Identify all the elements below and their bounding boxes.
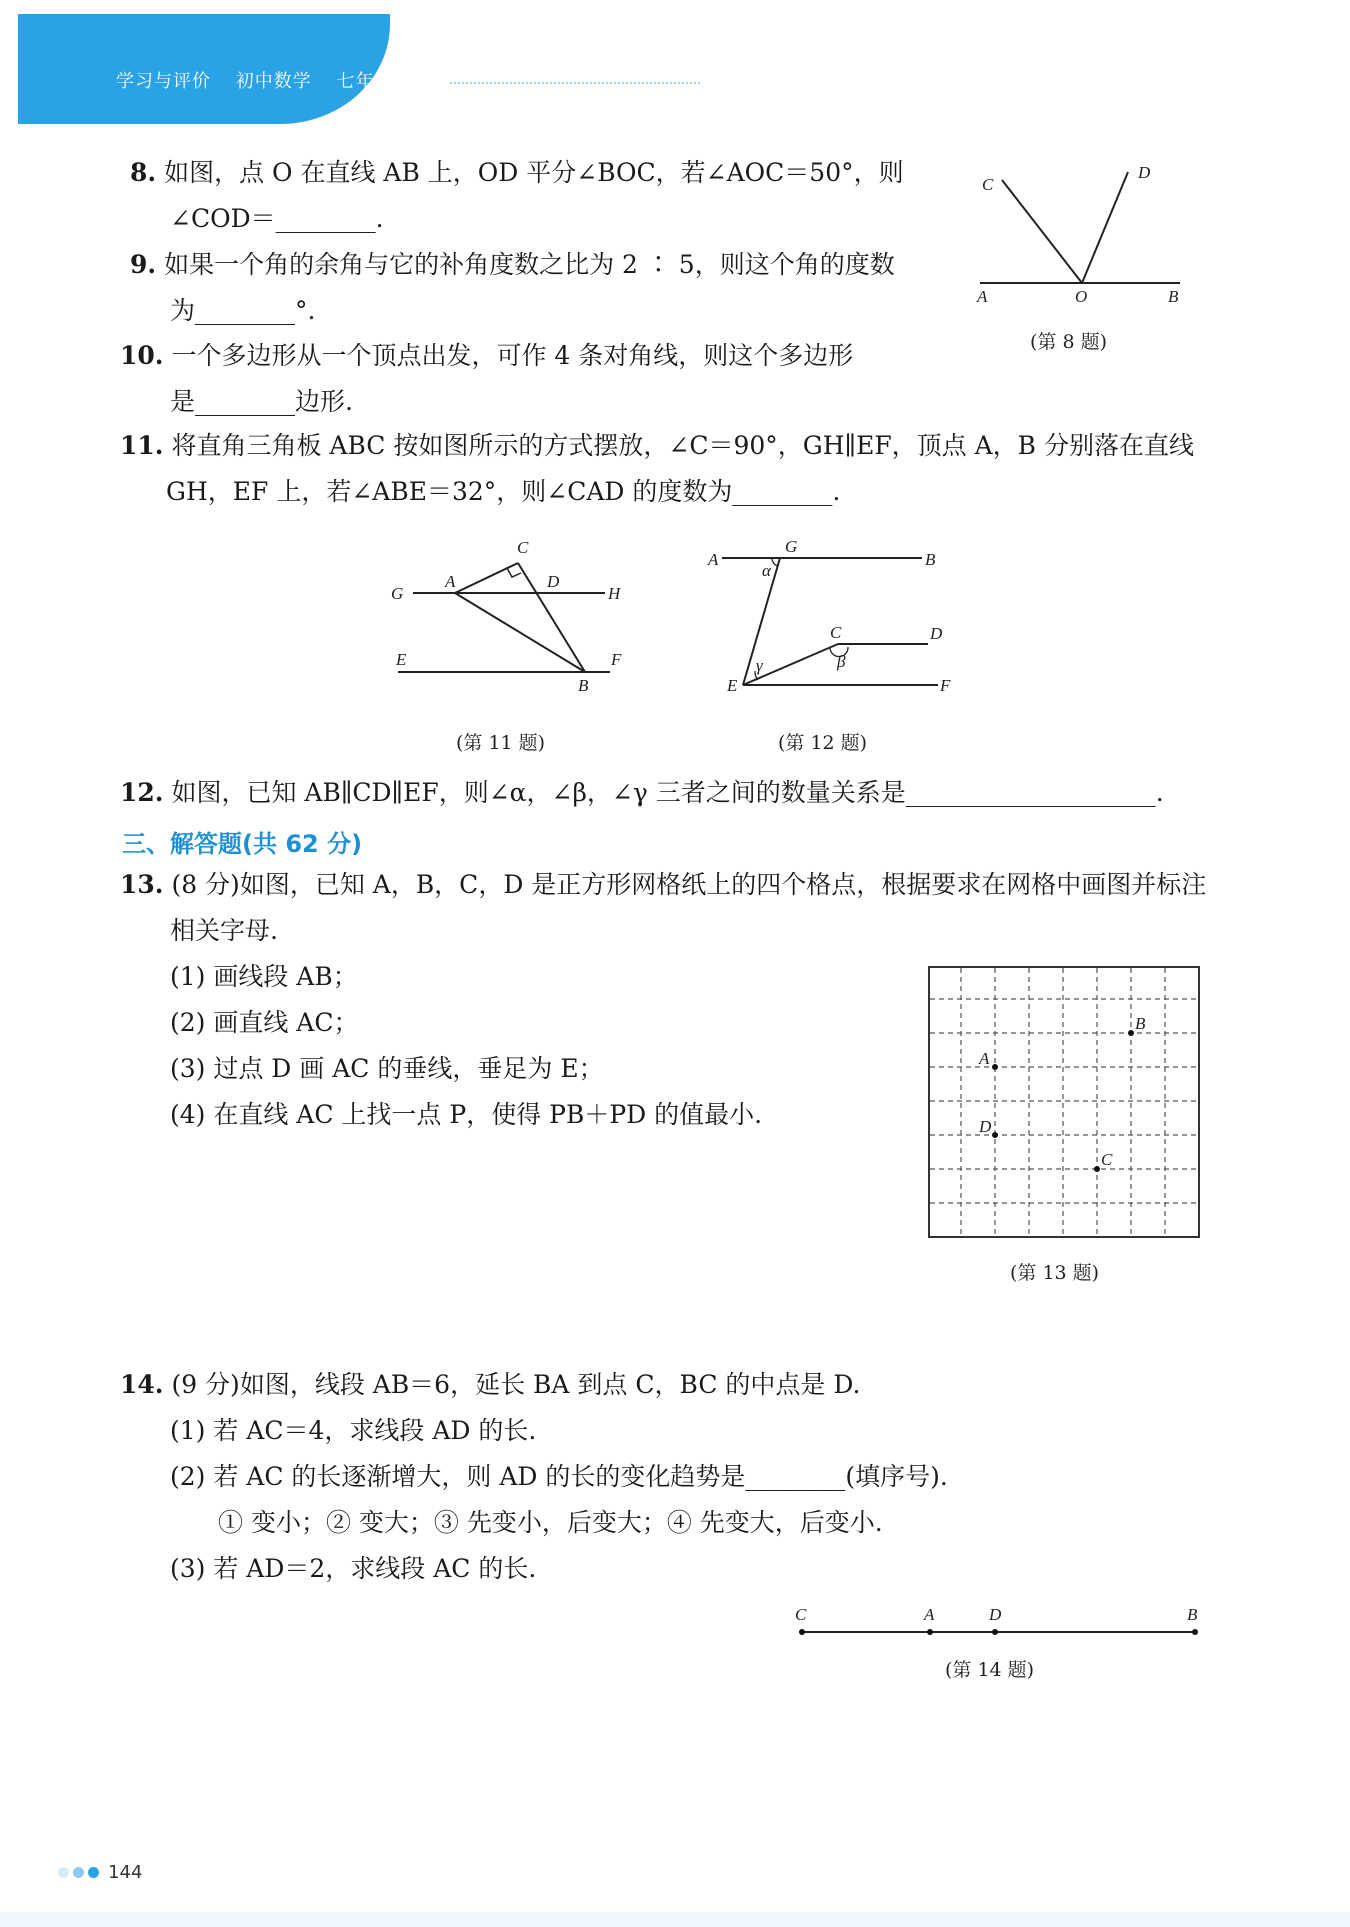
q13-line1 <box>120 868 1206 902</box>
q12-number: 12. <box>120 778 164 807</box>
fig8-label-a: A <box>977 287 988 306</box>
figure-11 <box>385 535 635 700</box>
q14-part2: (2) 若 AC 的长逐渐增大，则 AD 的长的变化趋势是________(填序号). <box>170 1462 948 1491</box>
fig12-label-beta: β <box>837 652 846 671</box>
fig12-label-alpha: α <box>762 561 771 580</box>
fig12-label-a: A <box>708 550 719 569</box>
fig13-label-a: A <box>979 1049 990 1068</box>
q13-part3: (3) 过点 D 画 AC 的垂线，垂足为 E； <box>170 1054 604 1083</box>
footer-dot-1 <box>58 1867 69 1878</box>
grid-point-d <box>992 1132 998 1138</box>
page-number: 144 <box>108 1862 143 1883</box>
fig14-caption: (第 14 题) <box>945 1659 1035 1681</box>
fig12-label-d: D <box>930 624 943 643</box>
fig8-label-o: O <box>1075 287 1088 306</box>
fig8-label-d: D <box>1138 163 1151 182</box>
q13-part1: (1) 画线段 AB； <box>170 962 358 991</box>
q10-text1: 一个多边形从一个顶点出发，可作 4 条对角线，则这个多边形 <box>171 341 854 370</box>
fig12-label-gamma: γ <box>756 656 763 675</box>
fig12-caption: (第 12 题) <box>778 732 868 754</box>
q8-number: 8. <box>130 158 157 187</box>
q14-line1 <box>120 1368 860 1402</box>
fig12-label-f: F <box>940 676 951 695</box>
fig13-label-d: D <box>979 1117 992 1136</box>
bottom-band <box>0 1912 1350 1927</box>
q13-number: 13. <box>120 870 164 899</box>
fig8-label-c: C <box>982 175 994 194</box>
q9-line1 <box>130 248 895 282</box>
fig13-label-c: C <box>1101 1150 1113 1169</box>
fig11-label-d: D <box>547 572 560 591</box>
q8-line1 <box>130 156 904 190</box>
q14-number: 14. <box>120 1370 164 1399</box>
fig11-label-c: C <box>517 538 529 557</box>
fig12-label-c: C <box>830 623 842 642</box>
q12-text1: 如图，已知 AB∥CD∥EF，则∠α，∠β，∠γ 三者之间的数量关系是____________________. <box>171 778 1164 807</box>
q14-part3: (3) 若 AD＝2，求线段 AC 的长. <box>170 1554 537 1583</box>
q11-number: 11. <box>120 431 164 460</box>
grid-point-c <box>1094 1166 1100 1172</box>
q14-options: ① 变小；② 变大；③ 先变小，后变大；④ 先变大，后变小. <box>218 1508 883 1537</box>
fig13-caption: (第 13 题) <box>1010 1262 1100 1284</box>
q11-line2: GH，EF 上，若∠ABE＝32°，则∠CAD 的度数为________. <box>166 477 841 506</box>
q14-part1: (1) 若 AC＝4，求线段 AD 的长. <box>170 1416 537 1445</box>
fig11-label-e: E <box>396 650 407 669</box>
fig12-label-e: E <box>727 676 738 695</box>
q11-line1 <box>120 429 1194 463</box>
q10-number: 10. <box>120 341 164 370</box>
header-item-series: 学习与评价 <box>116 71 211 92</box>
q9-text1: 如果一个角的余角与它的补角度数之比为 2 ∶ 5，则这个角的度数 <box>164 250 895 279</box>
grid-point-a <box>992 1064 998 1070</box>
q10-line2: 是________边形. <box>170 387 353 416</box>
fig14-label-d: D <box>989 1605 1002 1624</box>
fig12-label-b: B <box>925 550 936 569</box>
q13-line2: 相关字母. <box>170 916 278 945</box>
fig11-caption: (第 11 题) <box>456 732 546 754</box>
q11-text1: 将直角三角板 ABC 按如图所示的方式摆放，∠C＝90°，GH∥EF，顶点 A，B 分别落在直线 <box>171 431 1194 460</box>
fig14-label-b: B <box>1187 1605 1198 1624</box>
q8-text1: 如图，点 O 在直线 AB 上，OD 平分∠BOC，若∠AOC＝50°，则 <box>164 158 904 187</box>
q10-line1 <box>120 339 853 373</box>
fig8-label-b: B <box>1168 287 1179 306</box>
page-footer <box>58 1862 142 1883</box>
fig14-label-a: A <box>924 1605 935 1624</box>
q12-line1 <box>120 776 1164 810</box>
figure-14 <box>790 1600 1210 1650</box>
fig11-label-b: B <box>578 676 589 695</box>
fig11-label-f: F <box>611 650 622 669</box>
fig8-caption: (第 8 题) <box>1030 331 1107 353</box>
q14-text1: (9 分)如图，线段 AB＝6，延长 BA 到点 C，BC 的中点是 D. <box>171 1370 861 1399</box>
header-item-subject: 初中数学 <box>235 71 312 92</box>
q13-text1: (8 分)如图，已知 A，B，C，D 是正方形网格纸上的四个格点，根据要求在网格中画图并标注 <box>171 870 1207 899</box>
fig14-label-c: C <box>795 1605 807 1624</box>
q9-number: 9. <box>130 250 157 279</box>
fig11-label-g: G <box>391 584 404 603</box>
header-breadcrumb <box>116 67 449 93</box>
q9-line2: 为________°. <box>170 296 316 325</box>
q13-part2: (2) 画直线 AC； <box>170 1008 359 1037</box>
fig13-label-b: B <box>1135 1014 1146 1033</box>
figure-13-grid <box>927 965 1202 1240</box>
figure-12 <box>700 535 965 705</box>
footer-dot-3 <box>88 1867 99 1878</box>
q13-part4: (4) 在直线 AC 上找一点 P，使得 PB＋PD 的值最小. <box>170 1100 763 1129</box>
fig11-label-a: A <box>445 572 456 591</box>
header-dotted-rule <box>450 82 700 84</box>
footer-dot-2 <box>73 1867 84 1878</box>
header-item-grade: 七年级上册 <box>336 71 432 92</box>
q8-line2: ∠COD＝________. <box>170 204 384 233</box>
fig11-label-h: H <box>608 584 621 603</box>
grid-point-b <box>1128 1030 1134 1036</box>
fig12-label-g: G <box>785 537 798 556</box>
section-title-answers: 三、解答题(共 62 分) <box>122 830 363 858</box>
